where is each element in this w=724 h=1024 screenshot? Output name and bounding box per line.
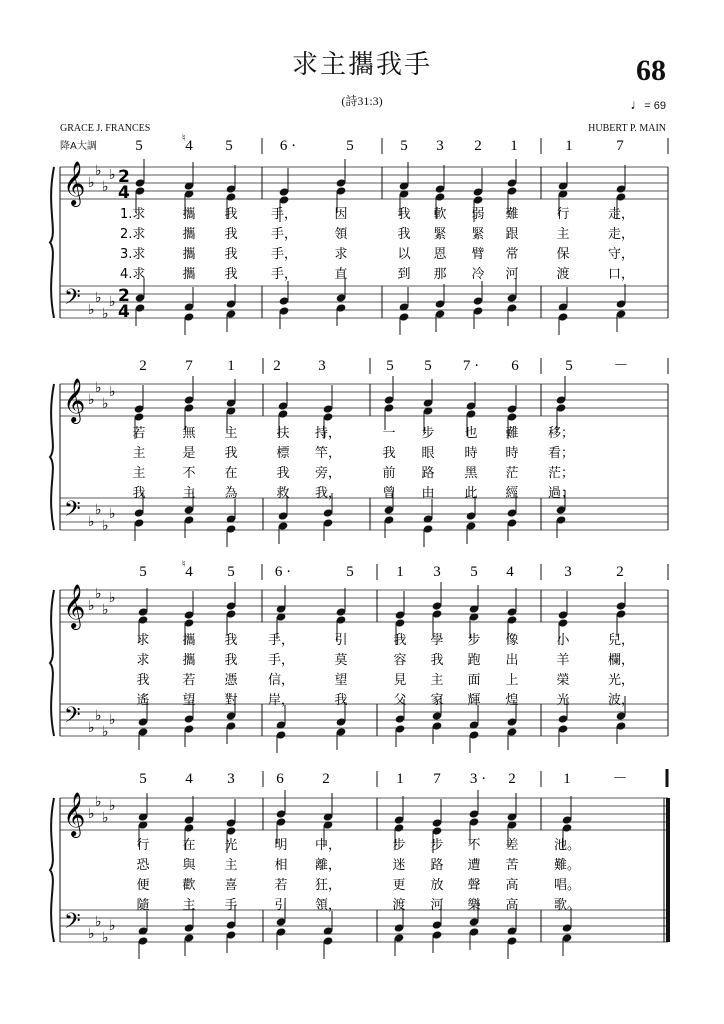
- lyric-syllable: 放: [430, 878, 444, 893]
- lyric-syllable: 步: [467, 633, 481, 648]
- lyric-syllable: 上: [505, 673, 519, 688]
- lyric-syllable: 光: [224, 838, 238, 853]
- lyric-syllable: 在: [182, 838, 196, 853]
- jianpu-note: 4: [506, 564, 514, 580]
- jianpu-note: 1: [227, 358, 235, 374]
- lyric-syllable: 唱。: [553, 878, 581, 893]
- lyric-syllable: 因: [334, 207, 348, 222]
- score-system-2: [50, 358, 668, 547]
- lyric-syllable: 在: [224, 466, 238, 481]
- jianpu-note: 3: [436, 138, 444, 154]
- lyric-syllable: 恩: [433, 247, 447, 262]
- lyric-syllable: 我，: [314, 486, 342, 501]
- flat-icon: ♭: [95, 708, 102, 724]
- lyric-syllable: 兒，: [607, 633, 635, 648]
- lyric-syllable: 攜: [182, 207, 196, 222]
- lyric-syllable: 難: [505, 426, 519, 441]
- lyric-syllable: 岸，: [267, 693, 295, 708]
- flat-icon: ♭: [95, 290, 102, 306]
- flat-icon: ♭: [109, 384, 116, 400]
- lyric-syllable: 以: [397, 247, 411, 262]
- lyric-syllable: 求: [334, 247, 348, 262]
- jianpu-note: 5: [225, 138, 233, 154]
- lyric-syllable: 光，: [607, 673, 635, 688]
- lyric-syllable: 面: [467, 673, 481, 688]
- key-signature-label: 降A大調: [60, 141, 97, 152]
- jianpu-note: 6: [276, 771, 284, 787]
- lyric-syllable: 引: [334, 633, 348, 648]
- bass-time-bottom: 4: [118, 302, 130, 322]
- jianpu-note: 2: [139, 358, 147, 374]
- jianpu-note: 3: [433, 564, 441, 580]
- lyric-syllable: 出: [505, 653, 519, 668]
- lyric-syllable: 無: [182, 426, 196, 441]
- lyric-syllable: 主: [132, 466, 146, 481]
- lyric-syllable: 引: [274, 898, 288, 913]
- lyric-syllable: 與: [182, 858, 196, 873]
- lyric-syllable: 此: [464, 486, 478, 501]
- lyric-syllable: 若: [182, 673, 196, 688]
- lyric-syllable: 對: [224, 693, 238, 708]
- score-system-4: [50, 769, 668, 959]
- lyric-syllable: 我: [397, 227, 411, 242]
- jianpu-note: 2: [474, 138, 482, 154]
- lyricist-credit: GRACE J. FRANCES: [60, 123, 151, 134]
- lyric-syllable: 我: [224, 207, 238, 222]
- jianpu-note: 5: [470, 564, 478, 580]
- lyric-syllable: 渡: [392, 898, 406, 913]
- lyric-syllable: 保: [556, 247, 570, 262]
- lyric-syllable: 中，: [314, 838, 342, 853]
- lyric-syllable: 主: [556, 227, 570, 242]
- tempo-value: = 69: [644, 100, 666, 112]
- lyric-syllable: 容: [393, 653, 407, 668]
- lyric-syllable: 見: [393, 673, 407, 688]
- jianpu-note: 1: [396, 564, 404, 580]
- lyric-syllable: 主: [132, 446, 146, 461]
- treble-clef-icon: 𝄞: [63, 161, 86, 205]
- lyric-syllable: 走，: [607, 207, 635, 222]
- lyric-syllable: 直: [334, 267, 348, 282]
- lyric-syllable: 相: [274, 858, 288, 873]
- lyric-syllable: 手，: [270, 207, 298, 222]
- lyric-syllable: 莫: [334, 653, 348, 668]
- flat-icon: ♭: [95, 163, 102, 179]
- lyric-syllable: 苦: [505, 858, 519, 873]
- lyric-syllable: 曾: [382, 486, 396, 501]
- lyric-syllable: 經: [505, 486, 519, 501]
- jianpu-note: 1: [396, 771, 404, 787]
- lyric-syllable: 手，: [267, 633, 295, 648]
- lyric-syllable: 難: [505, 207, 519, 222]
- lyric-syllable: 池。: [553, 838, 581, 853]
- flat-icon: ♭: [109, 294, 116, 310]
- flat-icon: ♭: [109, 506, 116, 522]
- lyric-syllable: 隨: [136, 898, 150, 913]
- lyric-syllable: 手，: [270, 227, 298, 242]
- flat-icon: ♭: [95, 586, 102, 602]
- lyric-syllable: 我: [224, 653, 238, 668]
- jianpu-note: 7 ·: [462, 358, 480, 374]
- lyric-syllable: 像: [505, 633, 519, 648]
- lyric-syllable: 我: [430, 653, 444, 668]
- lyric-syllable: 我: [397, 207, 411, 222]
- lyric-syllable: 攜: [182, 633, 196, 648]
- lyric-syllable: 眼: [421, 446, 435, 461]
- lyric-syllable: 口，: [607, 267, 635, 282]
- lyric-syllable: 高: [505, 878, 519, 893]
- lyric-syllable: 弱: [471, 207, 485, 222]
- lyric-syllable: 小: [556, 633, 570, 648]
- lyric-syllable: 為: [224, 486, 238, 501]
- lyric-syllable: 手: [224, 898, 238, 913]
- lyric-syllable: 河: [505, 267, 519, 282]
- composer-credit: HUBERT P. MAIN: [588, 123, 666, 134]
- jianpu-note: 6 ·: [279, 138, 297, 154]
- jianpu-note: 2: [322, 771, 330, 787]
- lyric-syllable: 茫: [505, 466, 519, 481]
- flat-icon: ♭: [102, 396, 109, 412]
- lyric-syllable: 路: [421, 466, 435, 481]
- flat-icon: ♭: [102, 179, 109, 195]
- brace-icon: [50, 384, 54, 530]
- flat-icon: ♭: [88, 175, 95, 191]
- lyric-syllable: 茫；: [547, 466, 575, 481]
- lyric-syllable: 望: [334, 673, 348, 688]
- lyric-syllable: 跑: [467, 653, 481, 668]
- flat-icon: ♭: [88, 598, 95, 614]
- lyric-syllable: 渡: [556, 267, 570, 282]
- lyric-syllable: 常: [505, 247, 519, 262]
- lyric-syllable: 時: [464, 446, 478, 461]
- lyric-syllable: 我: [136, 673, 150, 688]
- lyric-syllable: 主: [430, 673, 444, 688]
- bass-clef-icon: 𝄢: [64, 497, 81, 527]
- jianpu-note: 5: [139, 564, 147, 580]
- sharp-icon: ♮: [182, 559, 186, 570]
- lyric-syllable: 3.求: [120, 247, 146, 262]
- brace-icon: [50, 590, 54, 736]
- lyric-syllable: 我: [393, 633, 407, 648]
- flat-icon: ♭: [95, 380, 102, 396]
- lyric-syllable: 我: [276, 466, 290, 481]
- lyric-syllable: 我: [224, 446, 238, 461]
- lyric-syllable: 冷: [471, 267, 485, 282]
- lyric-syllable: 由: [421, 486, 435, 501]
- lyric-syllable: 攜: [182, 247, 196, 262]
- jianpu-note: 5: [424, 358, 432, 374]
- score-system-3: [50, 559, 668, 753]
- jianpu-note: 6: [511, 358, 519, 374]
- jianpu-note: 3: [227, 771, 235, 787]
- hymn-title: 求主攜我手: [291, 50, 432, 80]
- lyric-syllable: 喜: [224, 878, 238, 893]
- lyric-syllable: 手，: [267, 653, 295, 668]
- lyric-syllable: 4.求: [120, 267, 146, 282]
- lyric-syllable: 差: [505, 838, 519, 853]
- flat-icon: ♭: [88, 926, 95, 942]
- flat-icon: ♭: [109, 712, 116, 728]
- hymn-number: 68: [636, 54, 666, 87]
- brace-icon: [50, 167, 54, 318]
- lyric-syllable: 榮: [556, 673, 570, 688]
- lyric-syllable: 步: [430, 838, 444, 853]
- lyric-syllable: 不: [182, 466, 196, 481]
- lyric-syllable: 離，: [314, 858, 342, 873]
- jianpu-note: 1: [510, 138, 518, 154]
- jianpu-note: 4: [185, 138, 193, 154]
- lyric-syllable: 光: [556, 693, 570, 708]
- lyric-syllable: 迷: [392, 858, 406, 873]
- score-system-1: [50, 133, 668, 335]
- lyric-syllable: 一: [382, 426, 396, 441]
- lyric-syllable: 扶: [276, 426, 290, 441]
- jianpu-note: 2: [273, 358, 281, 374]
- lyric-syllable: 軟: [433, 207, 447, 222]
- lyric-syllable: 前: [382, 466, 396, 481]
- lyric-syllable: 輝: [467, 693, 481, 708]
- jianpu-note: 3: [318, 358, 326, 374]
- lyric-syllable: 到: [397, 267, 411, 282]
- lyric-syllable: 求: [136, 653, 150, 668]
- jianpu-note: 2: [508, 771, 516, 787]
- flat-icon: ♭: [102, 306, 109, 322]
- lyric-syllable: 走，: [607, 227, 635, 242]
- lyric-syllable: 聲: [467, 878, 481, 893]
- lyric-syllable: 黑: [464, 466, 478, 481]
- lyric-syllable: 我: [224, 227, 238, 242]
- lyric-syllable: 跟: [505, 227, 519, 242]
- jianpu-note: 4: [185, 564, 193, 580]
- lyric-syllable: 恐: [136, 858, 150, 873]
- flat-icon: ♭: [95, 502, 102, 518]
- sharp-icon: ♮: [182, 133, 186, 144]
- flat-icon: ♭: [109, 590, 116, 606]
- treble-clef-icon: 𝄞: [63, 378, 86, 422]
- lyric-syllable: 緊: [433, 227, 447, 242]
- lyric-syllable: 河: [430, 898, 444, 913]
- flat-icon: ♭: [88, 720, 95, 736]
- quarter-note-icon: ♩: [630, 96, 645, 112]
- flat-icon: ♭: [102, 724, 109, 740]
- lyric-syllable: 狂，: [314, 878, 342, 893]
- lyric-syllable: 領，: [314, 898, 342, 913]
- jianpu-note: 5: [565, 358, 573, 374]
- lyric-syllable: 2.求: [120, 227, 146, 242]
- lyric-syllable: 也: [464, 426, 478, 441]
- flat-icon: ♭: [109, 167, 116, 183]
- lyric-syllable: 主: [182, 486, 196, 501]
- lyric-syllable: 是: [182, 446, 196, 461]
- lyric-syllable: 標: [276, 446, 290, 461]
- jianpu-note: 7: [433, 771, 441, 787]
- flat-icon: ♭: [88, 392, 95, 408]
- bass-clef-icon: 𝄢: [64, 285, 81, 315]
- lyric-syllable: 波，: [607, 693, 635, 708]
- lyric-syllable: 守，: [607, 247, 635, 262]
- lyric-syllable: 高: [505, 898, 519, 913]
- jianpu-note: 5: [346, 564, 354, 580]
- lyric-syllable: 路: [430, 858, 444, 873]
- lyric-syllable: 歡: [182, 878, 196, 893]
- flat-icon: ♭: [102, 518, 109, 534]
- lyric-syllable: 竿，: [314, 446, 342, 461]
- lyric-syllable: 憑: [224, 673, 238, 688]
- treble-time-bottom: 4: [118, 183, 130, 203]
- lyric-syllable: 步: [392, 838, 406, 853]
- jianpu-note: 1: [565, 138, 573, 154]
- jianpu-note: 6 ·: [274, 564, 292, 580]
- lyric-syllable: 不: [467, 838, 481, 853]
- lyric-syllable: 望: [182, 693, 196, 708]
- bass-time-top: 2: [118, 286, 130, 306]
- lyric-syllable: 攜: [182, 653, 196, 668]
- lyric-syllable: 遙: [136, 693, 150, 708]
- lyric-syllable: 我: [224, 633, 238, 648]
- jianpu-note: 4: [185, 771, 193, 787]
- lyric-syllable: 步: [421, 426, 435, 441]
- lyric-syllable: 遭: [467, 858, 481, 873]
- lyric-syllable: 我: [382, 446, 396, 461]
- lyric-syllable: 我: [224, 267, 238, 282]
- lyric-syllable: 便: [136, 878, 150, 893]
- lyric-syllable: 信，: [267, 673, 295, 688]
- jianpu-note: 3 ·: [469, 771, 487, 787]
- lyric-syllable: 旁，: [314, 466, 342, 481]
- bass-clef-icon: 𝄢: [64, 703, 81, 733]
- lyric-syllable: 行: [136, 838, 150, 853]
- lyric-syllable: 主: [224, 426, 238, 441]
- jianpu-note: 2: [616, 564, 624, 580]
- jianpu-note: 5: [400, 138, 408, 154]
- lyric-syllable: 時: [505, 446, 519, 461]
- lyric-syllable: 我: [224, 247, 238, 262]
- lyric-syllable: 主: [182, 898, 196, 913]
- jianpu-note: －: [613, 358, 629, 374]
- lyric-syllable: 那: [433, 267, 447, 282]
- lyric-syllable: 看；: [547, 446, 575, 461]
- lyric-syllable: 父: [393, 693, 407, 708]
- flat-icon: ♭: [109, 918, 116, 934]
- lyric-syllable: 手，: [270, 267, 298, 282]
- lyric-syllable: 若: [132, 426, 146, 441]
- flat-icon: ♭: [102, 930, 109, 946]
- lyric-syllable: 緊: [471, 227, 485, 242]
- lyric-syllable: 移；: [547, 426, 575, 441]
- lyric-syllable: 我: [132, 486, 146, 501]
- lyric-syllable: 家: [430, 693, 444, 708]
- jianpu-note: 5: [227, 564, 235, 580]
- flat-icon: ♭: [102, 602, 109, 618]
- flat-icon: ♭: [88, 302, 95, 318]
- lyric-syllable: 1.求: [120, 207, 146, 222]
- lyric-syllable: 臂: [471, 247, 485, 262]
- flat-icon: ♭: [95, 794, 102, 810]
- lyric-syllable: 難。: [553, 858, 581, 873]
- lyric-syllable: 歌。: [553, 898, 581, 913]
- lyric-syllable: 學: [430, 633, 444, 648]
- jianpu-note: 5: [139, 771, 147, 787]
- lyric-syllable: 手，: [270, 247, 298, 262]
- lyric-syllable: 攜: [182, 227, 196, 242]
- lyric-syllable: 救: [276, 486, 290, 501]
- lyric-syllable: 行: [556, 207, 570, 222]
- scripture-reference: (詩31:3): [341, 94, 383, 108]
- lyric-syllable: 煌: [505, 693, 519, 708]
- brace-icon: [50, 798, 54, 942]
- lyric-syllable: 我: [334, 693, 348, 708]
- flat-icon: ♭: [102, 810, 109, 826]
- flat-icon: ♭: [109, 798, 116, 814]
- lyric-syllable: 羊: [556, 653, 570, 668]
- lyric-syllable: 若: [274, 878, 288, 893]
- lyric-syllable: 明: [274, 838, 288, 853]
- lyric-syllable: 求: [136, 633, 150, 648]
- lyric-syllable: 樂: [467, 898, 481, 913]
- lyric-syllable: 更: [392, 878, 406, 893]
- lyric-syllable: 領: [334, 227, 348, 242]
- jianpu-note: 1: [563, 771, 571, 787]
- flat-icon: ♭: [95, 914, 102, 930]
- lyric-syllable: 過；: [547, 486, 575, 501]
- lyric-syllable: 主: [224, 858, 238, 873]
- jianpu-note: 7: [185, 358, 193, 374]
- lyric-syllable: 攜: [182, 267, 196, 282]
- jianpu-note: 7: [616, 138, 624, 154]
- jianpu-note: －: [612, 771, 628, 787]
- jianpu-note: 3: [564, 564, 572, 580]
- jianpu-note: 5: [386, 358, 394, 374]
- bass-clef-icon: 𝄢: [64, 909, 81, 939]
- treble-time-top: 2: [118, 167, 130, 187]
- treble-clef-icon: 𝄞: [63, 792, 86, 836]
- treble-clef-icon: 𝄞: [63, 584, 86, 628]
- lyric-syllable: 欄，: [607, 653, 635, 668]
- jianpu-note: 5: [135, 138, 143, 154]
- flat-icon: ♭: [88, 514, 95, 530]
- flat-icon: ♭: [88, 806, 95, 822]
- lyric-syllable: 持，: [314, 426, 342, 441]
- jianpu-note: 5: [346, 138, 354, 154]
